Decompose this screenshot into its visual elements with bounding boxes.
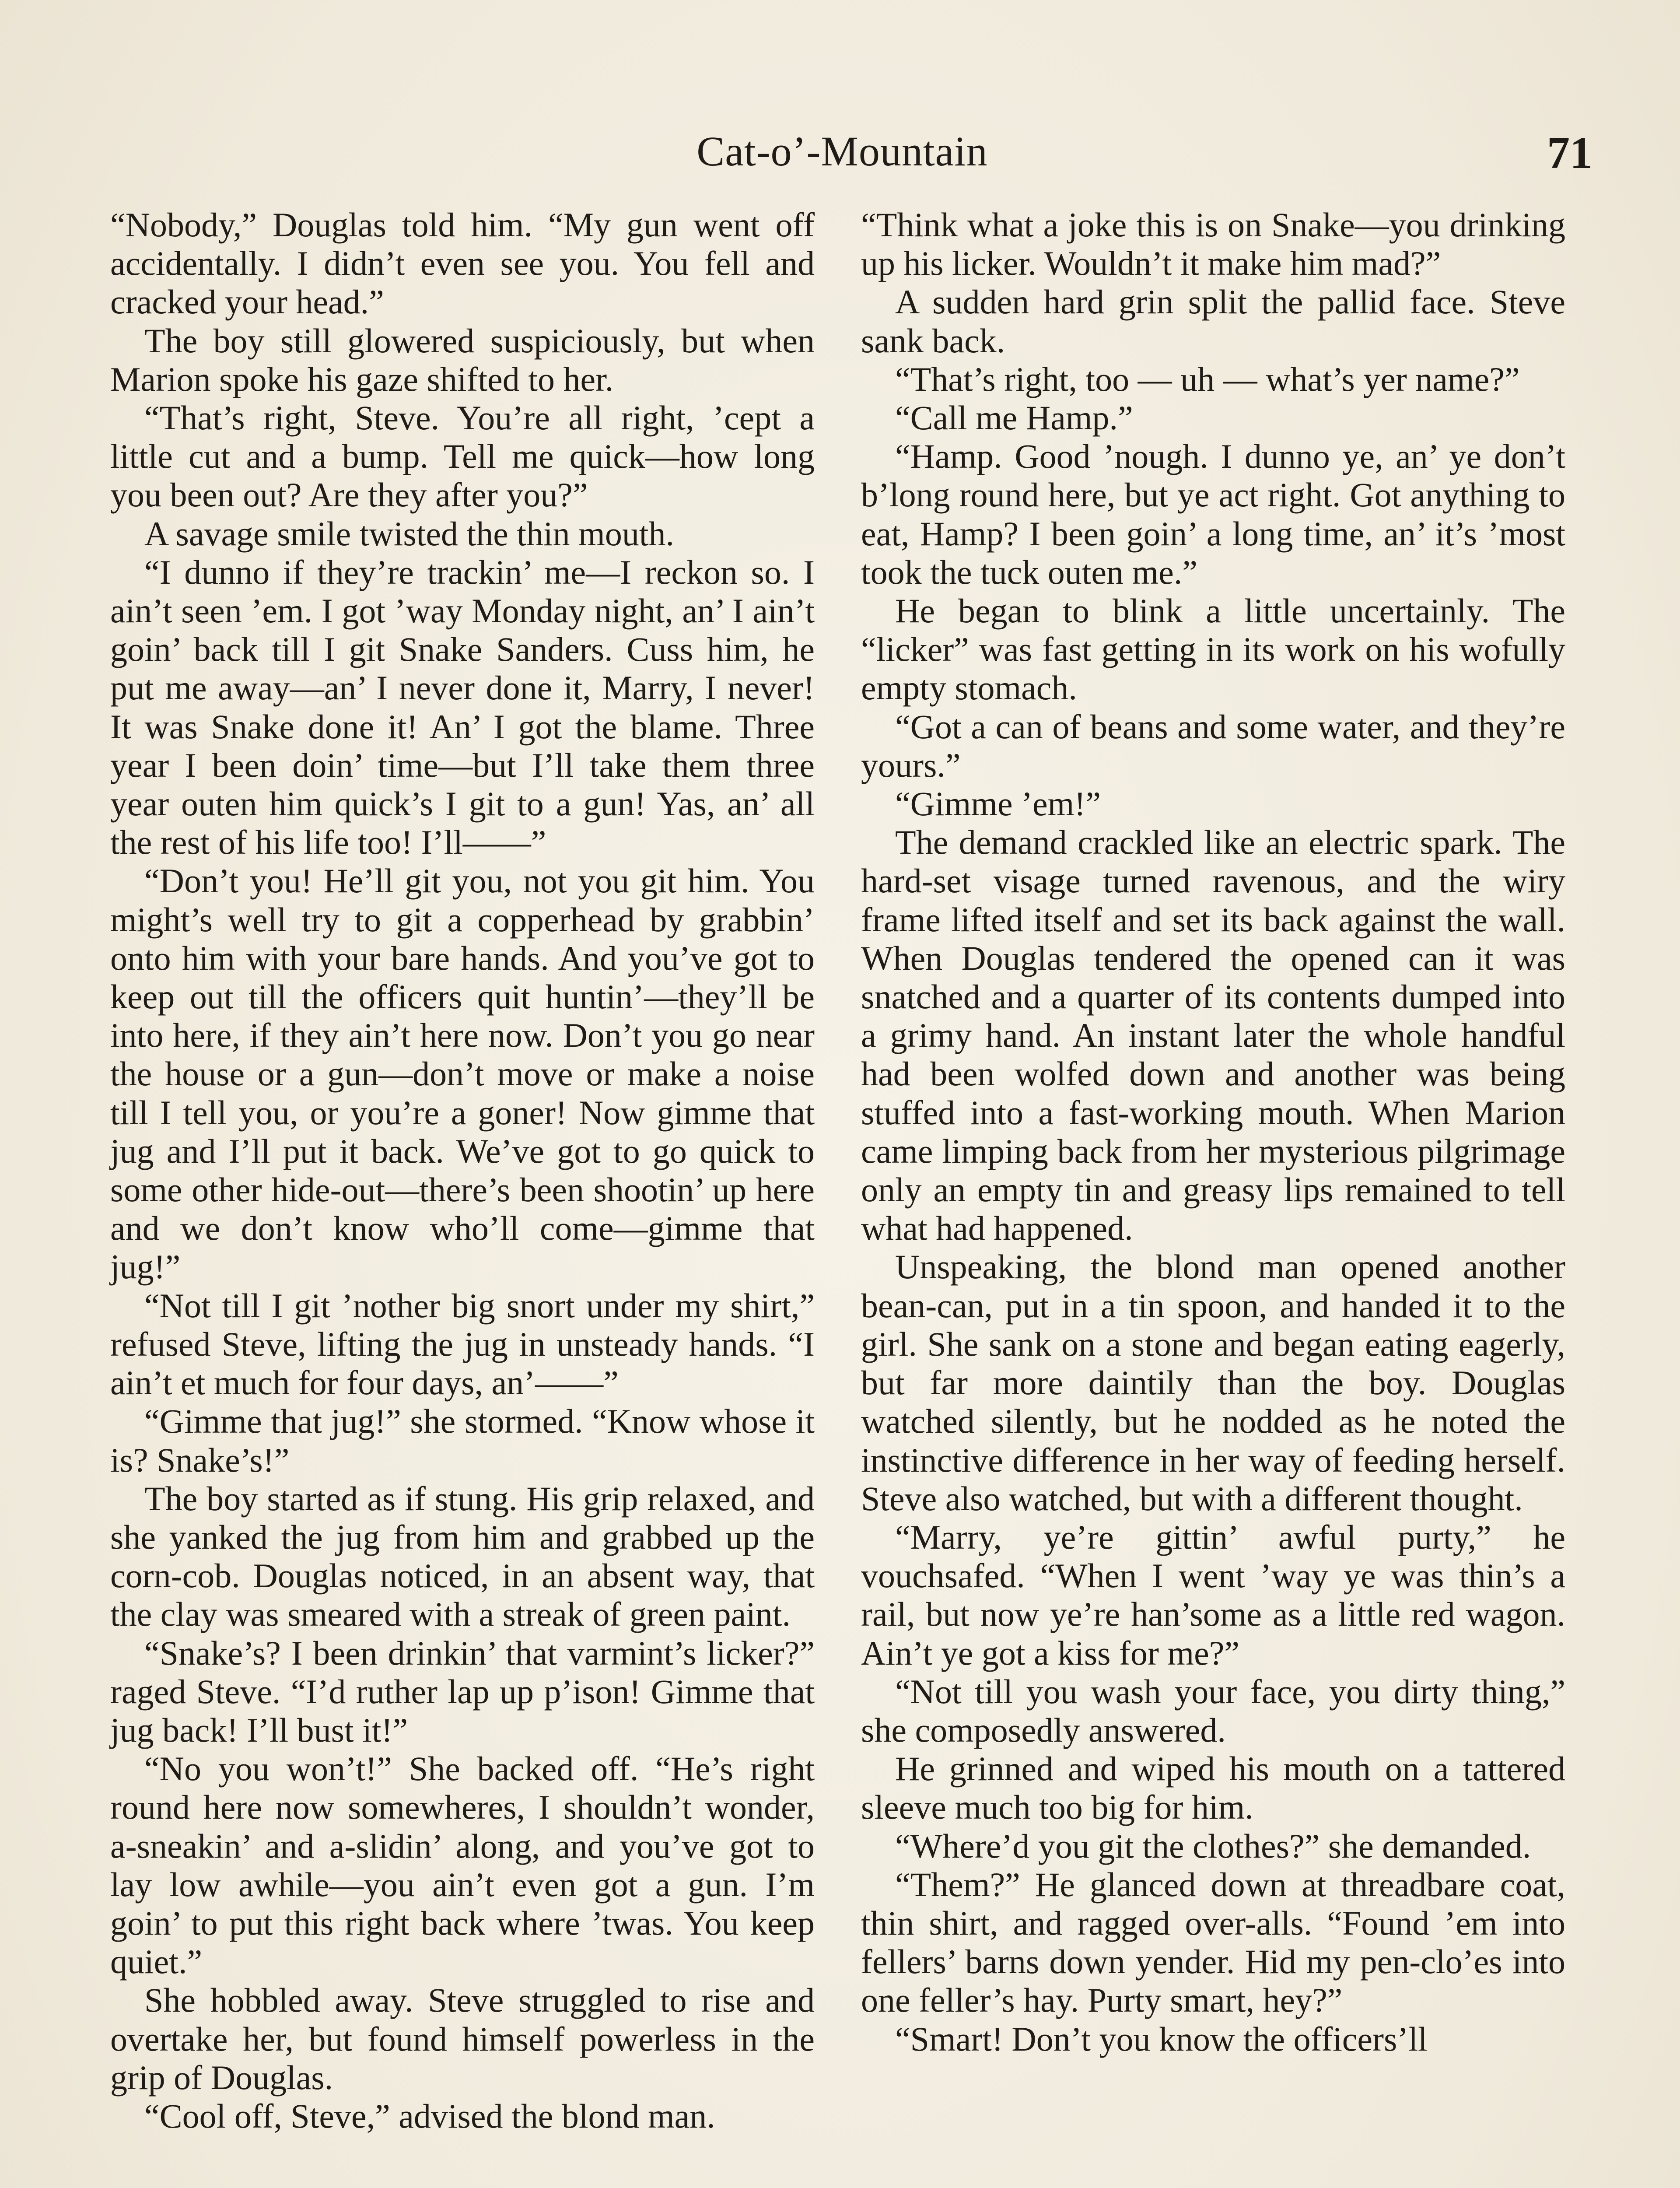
paragraph: “Them?” He glanced down at threadbare coat, thin shirt, and ragged over-alls. “Found ’em into fellers’ barns down yender. Hid my pen-clo’es into one feller’s hay. Purty smart, hey?” <box>861 1865 1565 2020</box>
paragraph: “No you won’t!” She backed off. “He’s right round here now somewheres, I shouldn’t wonder, a-sneakin’ and a-slidin’ along, and you’ve got to lay low awhile—you ain’t even got a gun. I’m goin’ to put this right back where ’twas. You keep quiet.” <box>110 1750 815 1981</box>
page-number: 71 <box>1547 128 1592 178</box>
paragraph: He began to blink a little uncertainly. The “licker” was fast getting in its work on his wofully empty stomach. <box>861 592 1565 707</box>
paragraph: “Snake’s? I been drinkin’ that varmint’s licker?” raged Steve. “I’d ruther lap up p’ison! Gimme that jug back! I’ll bust it!” <box>110 1634 815 1749</box>
paragraph: Unspeaking, the blond man opened another bean-can, put in a tin spoon, and handed it to the girl. She sank on a stone and began eating eagerly, but far more daintily than the boy. Douglas watched silently, but he nodded as he noted the instinctive difference in her way of feeding herself. Steve also watched, but with a different thought. <box>861 1248 1565 1518</box>
paragraph: He grinned and wiped his mouth on a tattered sleeve much too big for him. <box>861 1750 1565 1827</box>
paragraph: She hobbled away. Steve struggled to rise and overtake her, but found himself powerless in the grip of Douglas. <box>110 1981 815 2097</box>
paragraph: “Not till I git ’nother big snort under my shirt,” refused Steve, lifting the jug in unsteady hands. “I ain’t et much for four days, an’——” <box>110 1286 815 1402</box>
paragraph: “Call me Hamp.” <box>895 399 1133 437</box>
paragraph: “Cool off, Steve,” advised the blond man. <box>144 2097 715 2135</box>
left-column <box>110 206 815 2135</box>
paragraph: “Don’t you! He’ll git you, not you git him. You might’s well try to git a copperhead by grabbin’ onto him with your bare hands. And you’ve got to keep out till the officers quit huntin’—they’ll be into here, if they ain’t here now. Don’t you go near the house or a gun—don’t move or make a noise till I tell you, or you’re a goner! Now gimme that jug and I’ll put it back. We’ve got to go quick to some other hide-out—there’s been shootin’ up here and we don’t know who’ll come—gimme that jug!” <box>110 862 815 1286</box>
paragraph: “Gimme ’em!” <box>895 785 1101 823</box>
right-column <box>861 206 1565 2058</box>
paragraph: “Not till you wash your face, you dirty thing,” she composedly answered. <box>861 1672 1565 1749</box>
paragraph: A savage smile twisted the thin mouth. <box>144 514 675 553</box>
paragraph: The boy started as if stung. His grip relaxed, and she yanked the jug from him and grabbed up the corn-cob. Douglas noticed, in an absent way, that the clay was smeared with a streak of green paint. <box>110 1479 815 1634</box>
paragraph: “Smart! Don’t you know the officers’ll <box>895 2020 1428 2058</box>
paragraph: A sudden hard grin split the pallid face. Steve sank back. <box>861 283 1565 360</box>
paragraph: “Marry, ye’re gittin’ awful purty,” he vouchsafed. “When I went ’way ye was thin’s a rail, but now ye’re han’some as a little red wagon. Ain’t ye got a kiss for me?” <box>861 1518 1565 1672</box>
paragraph: “That’s right, too — uh — what’s yer name?” <box>895 360 1520 398</box>
paragraph: “That’s right, Steve. You’re all right, ’cept a little cut and a bump. Tell me quick—how long you been out? Are they after you?” <box>110 399 815 514</box>
running-head: Cat-o’-Mountain <box>696 128 988 175</box>
paragraph: “Think what a joke this is on Snake—you drinking up his licker. Wouldn’t it make him mad?” <box>861 206 1565 283</box>
paragraph: The demand crackled like an electric spark. The hard-set visage turned ravenous, and the wiry frame lifted itself and set its back against the wall. When Douglas tendered the opened can it was snatched and a quarter of its contents dumped into a grimy hand. An instant later the whole handful had been wolfed down and another was being stuffed into a fast-working mouth. When Marion came limping back from her mysterious pilgrimage only an empty tin and greasy lips remained to tell what had happened. <box>861 823 1565 1248</box>
paragraph: The boy still glowered suspiciously, but when Marion spoke his gaze shifted to her. <box>110 321 815 398</box>
paragraph: “Gimme that jug!” she stormed. “Know whose it is? Snake’s!” <box>110 1402 815 1479</box>
paragraph: “Where’d you git the clothes?” she demanded. <box>895 1827 1531 1865</box>
paragraph: “I dunno if they’re trackin’ me—I reckon so. I ain’t seen ’em. I got ’way Monday night, an’ I ain’t goin’ back till I git Snake Sanders. Cuss him, he put me away—an’ I never done it, Marry, I never! It was Snake done it! An’ I got the blame. Three year I been doin’ time—but I’ll take them three year outen him quick’s I git to a gun! Yas, an’ all the rest of his life too! I’ll——” <box>110 553 815 862</box>
paragraph: “Nobody,” Douglas told him. “My gun went off accidentally. I didn’t even see you. You fell and cracked your head.” <box>110 206 815 321</box>
paragraph: “Got a can of beans and some water, and they’re yours.” <box>861 707 1565 784</box>
paragraph: “Hamp. Good ’nough. I dunno ye, an’ ye don’t b’long round here, but ye act right. Got anything to eat, Hamp? I been goin’ a long time, an’ it’s ’most took the tuck outen me.” <box>861 437 1565 591</box>
